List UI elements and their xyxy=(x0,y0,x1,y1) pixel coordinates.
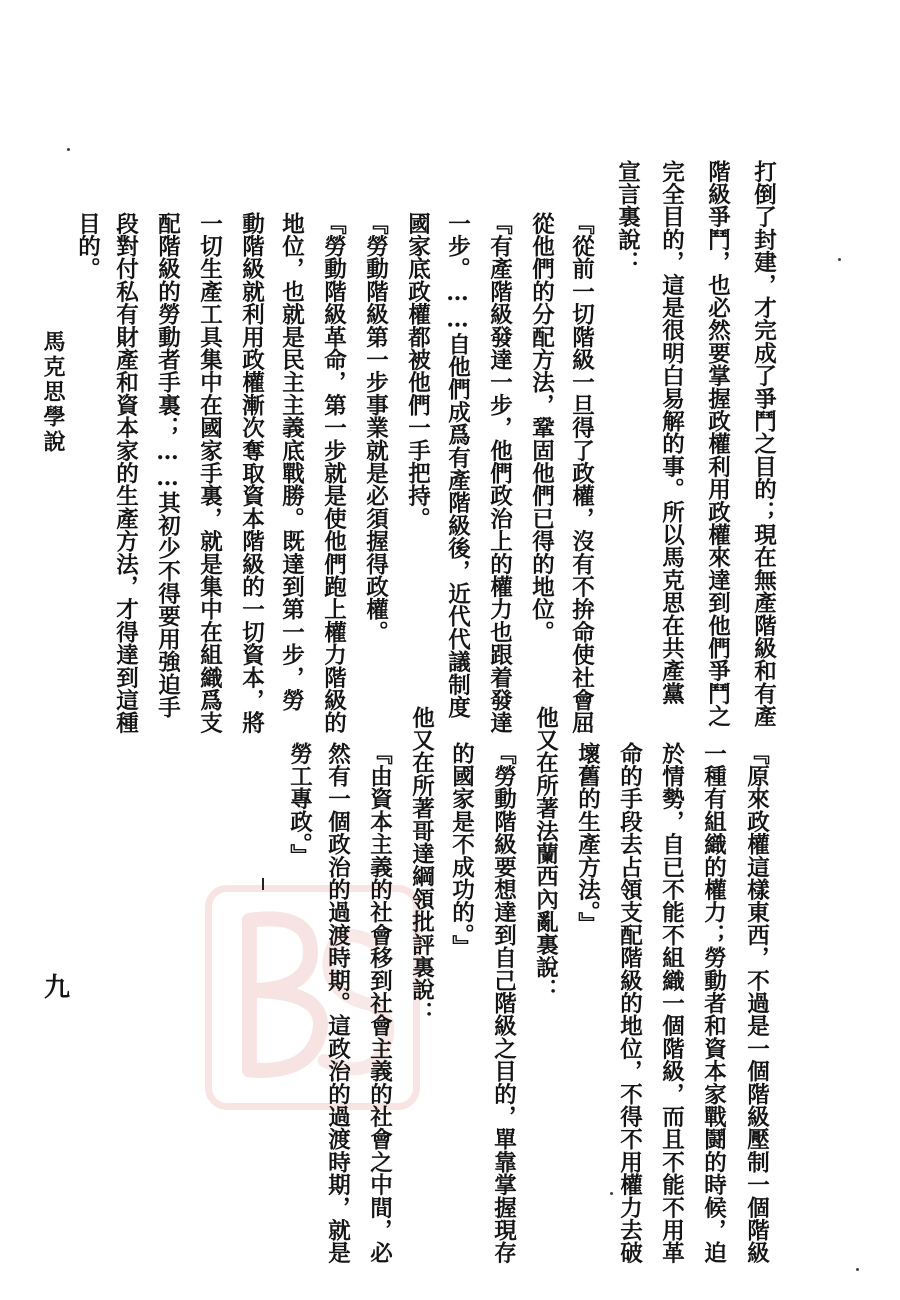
text-column: 段對付私有財產和資本家的生產方法，才得達到這種 xyxy=(112,212,139,735)
scan-speck xyxy=(838,258,841,261)
text-column: 階級爭鬥，也必然要掌握政權利用政權來達到他們爭鬥之 xyxy=(704,160,731,728)
text-column: 壞舊的生產方法。』 xyxy=(574,742,601,936)
scan-speck xyxy=(610,1192,613,1195)
text-column: 於情勢，自已不能不組織一個階級，而且不能不用革 xyxy=(658,742,685,1265)
text-column: 一步。……自他們成爲有產階級後，近代代議制度 xyxy=(444,212,471,719)
page-number: 九 xyxy=(44,973,71,1003)
text-column: 他又在所著哥達綱領批評裏說： xyxy=(408,706,435,1024)
scan-speck xyxy=(67,148,70,151)
text-column: 一切生產工具集中在國家手裏，就是集中在組織爲支 xyxy=(196,212,223,735)
text-column: 完全目的，這是很明白易解的事。所以馬克思在共產黨 xyxy=(658,160,685,705)
text-column: 『由資本主義的社會移到社會主義的社會之中間，必 xyxy=(366,742,393,1265)
running-head: 馬克思學說 xyxy=(40,330,66,455)
text-column: 打倒了封建，才完成了爭鬥之目的；現在無產階級和有產 xyxy=(750,160,777,728)
text-column: 『勞動階級第一步事業就是必須握得政權。 xyxy=(362,212,389,644)
text-column: 的國家是不成功的。』 xyxy=(448,742,475,958)
text-column: 『原來政權這樣東西，不過是一個階級壓制一個階級 xyxy=(743,742,770,1265)
text-column: 『有產階級發達一步，他們政治上的權力也跟着發達 xyxy=(486,212,513,735)
text-column: 從他們的分配方法，鞏固他們已得的地位。 xyxy=(528,212,555,644)
text-column: 勞工專政。』 xyxy=(286,742,313,867)
text-column: 命的手段去占領支配階級的地位，不得不用權力去破 xyxy=(616,742,643,1265)
scan-speck xyxy=(856,1268,859,1271)
text-column: 地位，也就是民主主義底戰勝。既達到第一步，勞 xyxy=(278,212,305,712)
text-column: 『勞動階級要想達到自己階級之目的，單靠掌握現存 xyxy=(490,742,517,1265)
text-column: 『勞動階級革命，第一步就是使他們跑上權力階級的 xyxy=(320,212,347,735)
text-column: 他又在所著法蘭西內亂裏說： xyxy=(532,706,559,1002)
stray-ink-mark xyxy=(262,878,264,890)
text-column: 目的。 xyxy=(74,212,101,281)
text-column: 宣言裏說： xyxy=(614,160,641,274)
text-column: 國家底政權都被他們一手把持。 xyxy=(404,212,431,530)
text-column: 一種有組織的權力；勞動者和資本家戰鬪的時候，迫 xyxy=(700,742,727,1265)
text-column: 『從前一切階級一旦得了政權，沒有不拚命使社會屈 xyxy=(568,212,595,735)
text-column: 然有一個政治的過渡時期。這政治的過渡時期，就是 xyxy=(324,742,351,1265)
text-column: 配階級的勞動者手裏；……其初少不得要用強迫手 xyxy=(154,212,181,719)
text-column: 動階級就利用政權漸次奪取資本階級的一切資本，將 xyxy=(238,212,265,735)
